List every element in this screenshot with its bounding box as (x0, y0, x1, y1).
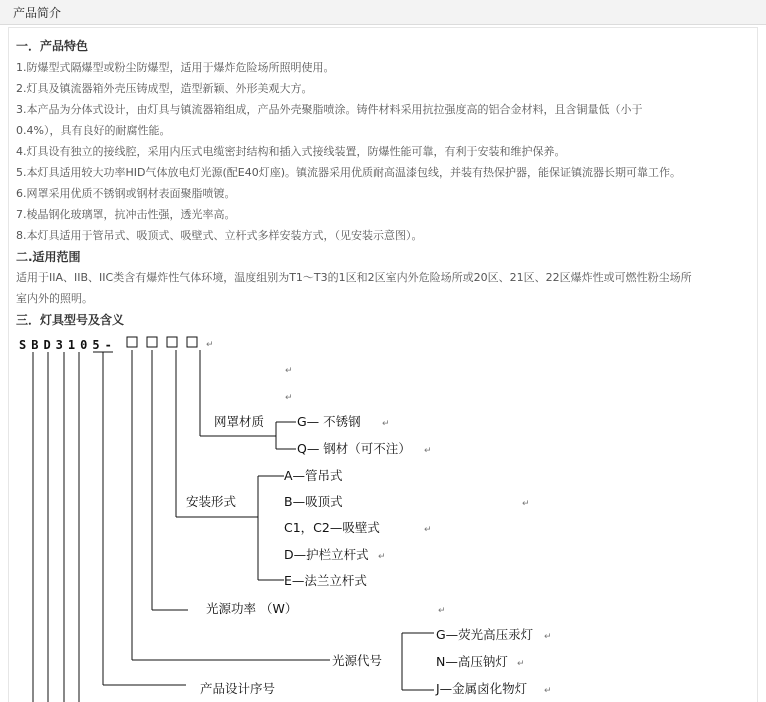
section-heading-features: 一．产品特色 (16, 39, 89, 53)
section-heading-model: 三．灯具型号及含义 (16, 313, 125, 327)
return-mark: ↵ (285, 393, 293, 403)
feature-6: 6.网罩采用优质不锈钢或钢材表面聚脂喷镀。 (16, 187, 236, 200)
feature-1: 1.防爆型式隔爆型或粉尘防爆型，适用于爆炸危险场所照明使用。 (16, 61, 335, 74)
source-option-j: J—金属卤化物灯 (436, 681, 528, 696)
return-mark: ↵ (544, 632, 552, 642)
feature-7: 7.棱晶钢化玻璃罩，抗冲击性强，透光率高。 (16, 208, 236, 221)
mounting-type-label: 安装形式 (186, 494, 237, 509)
return-mark: ↵ (378, 552, 386, 562)
feature-5: 5.本灯具适用较大功率HID气体放电灯光源(配E40灯座)。镇流器采用优质耐高温漆包线，并装有热保护器，能保证镇流器长期可靠工作。 (16, 166, 682, 179)
return-mark: ↵ (285, 366, 293, 376)
return-mark: ↵ (517, 659, 525, 669)
return-mark: ↵ (544, 686, 552, 696)
model-code: SBD3105- (19, 338, 117, 352)
placeholder-boxes (127, 337, 197, 347)
return-mark: ↵ (382, 419, 390, 429)
mount-option-a: A—管吊式 (284, 468, 343, 483)
scope-text-cont: 室内外的照明。 (16, 292, 93, 305)
feature-3-cont: 0.4%），具有良好的耐腐性能。 (16, 124, 171, 137)
feature-8: 8.本灯具适用于管吊式、吸顶式、吸壁式、立杆式多样安装方式，（见安装示意图）。 (16, 229, 423, 242)
scope-text: 适用于IIA、IIB、IIC类含有爆炸性气体环境，温度组别为T1～T3的1区和2区室内外危险场所或20区、21区、22区爆炸性或可燃性粉尘场所 (16, 271, 692, 284)
light-power-label: 光源功率 （W） (206, 601, 298, 616)
return-mark: ↵ (206, 340, 214, 350)
mount-option-b: B—吸顶式 (284, 494, 343, 509)
design-serial-label: 产品设计序号 (200, 681, 276, 696)
placeholder-box-4 (187, 337, 197, 347)
return-mark: ↵ (424, 446, 432, 456)
feature-2: 2.灯具及镇流器箱外壳压铸成型，造型新颖、外形美观大方。 (16, 82, 313, 95)
mount-option-c: C1，C2—吸壁式 (284, 520, 380, 535)
placeholder-box-2 (147, 337, 157, 347)
section-heading-scope: 二.适用范围 (16, 250, 81, 264)
mesh-option-g: G— 不锈钢 (297, 414, 361, 429)
mesh-option-q: Q— 钢材（可不注） (297, 441, 411, 456)
placeholder-box-3 (167, 337, 177, 347)
light-source-code-label: 光源代号 (332, 653, 383, 668)
mesh-material-label: 网罩材质 (214, 414, 265, 429)
mount-option-d: D—护栏立杆式 (284, 547, 369, 562)
tab-title: 产品简介 (13, 6, 62, 20)
return-mark: ↵ (438, 606, 446, 616)
return-mark: ↵ (522, 499, 530, 509)
mount-option-e: E—法兰立杆式 (284, 573, 367, 588)
return-mark: ↵ (424, 525, 432, 535)
placeholder-box-1 (127, 337, 137, 347)
feature-3: 3.本产品为分体式设计，由灯具与镇流器箱组成，产品外壳聚脂喷涂。铸件材料采用抗拉强度高的铝合金材料，且含铜量低（小于 (16, 103, 643, 116)
source-option-g: G—荧光高压汞灯 (436, 627, 534, 642)
source-option-n: N—高压钠灯 (436, 654, 508, 669)
feature-4: 4.灯具设有独立的接线腔，采用内压式电缆密封结构和插入式接线装置，防爆性能可靠，有利于安装和维护保养。 (16, 145, 566, 158)
